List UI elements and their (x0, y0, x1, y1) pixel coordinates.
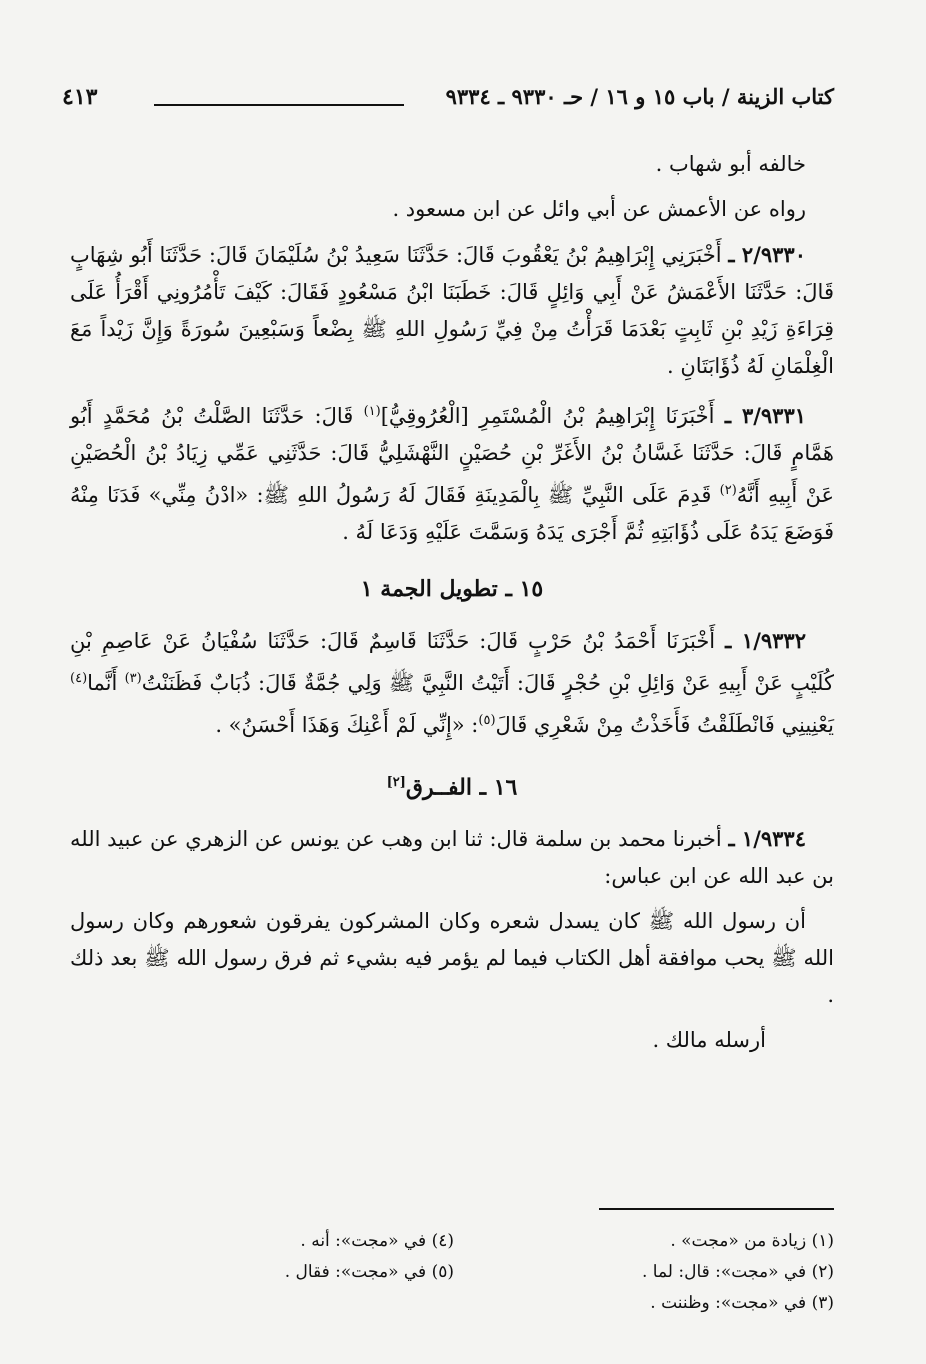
closing-note: أرسله مالك . (652, 1028, 766, 1053)
page-header (62, 84, 834, 120)
hadith-text: : «إِنِّي لَمْ أَعْنِكَ وَهَذَا أَحْسَنُ» . (215, 713, 479, 737)
hadith-text: قَدِمَ عَلَى النَّبِيِّ ﷺ بِالْمَدِينَةِ فَقَالَ لَهُ رَسُولُ اللهِ ﷺ: «ادْنُ مِنِّي» فَدَنَا مِنْهُ فَوَضَعَ يَدَهُ عَلَى ذُؤَابَتِهِ ثُمَّ أَجْرَى يَدَهُ وَسَمَّتَ عَلَيْهِ وَدَعَا لَهُ . (70, 483, 834, 544)
footnote-ref: (١) (363, 404, 381, 419)
section-title-15: ١٥ ـ تطويل الجمة ١ (360, 576, 544, 602)
footnote-ref: (٥) (478, 713, 496, 728)
section-note: [٢] (386, 775, 406, 790)
hadith-9334 (70, 820, 834, 895)
hadith-text: قَالَ: حَدَّثَنَا الصَّلْتُ بْنُ مُحَمَّدٍ أَبُو هَمَّامٍ قَالَ: حَدَّثَنَا غَسَّانُ بْنُ الأَغَرِّ بْنِ حُصَيْنٍ النَّهْشَلِيُّ قَالَ: حَدَّثَنِي عَمِّي زِيَادُ بْنُ الْحُصَيْنِ عَنْ أَبِيهِ أَنَّهُ (70, 404, 834, 507)
footnote-4: (٤) في «مجت»: أنه . (300, 1231, 454, 1251)
footnote-rule (599, 1208, 834, 1210)
section-title-text: ١٦ ـ الفــرق (405, 774, 518, 801)
page-number: ٤١٣ (62, 84, 98, 110)
hadith-text: أخبرنا محمد بن سلمة قال: ثنا ابن وهب عن يونس عن الزهري عن عبيد الله بن عبد الله عن ابن عباس: (70, 827, 834, 889)
hadith-text: أَنَّما (87, 671, 125, 695)
hadith-number: ٣/٩٣٣١ ـ (724, 403, 807, 428)
hadith-text: يَعْنِينِي فَانْطَلَقْتُ فَأَخَذْتُ مِنْ شَعْرِي قَالَ (495, 713, 834, 737)
footnote-3: (٣) في «مجت»: وظننت . (650, 1293, 834, 1313)
section-title-16 (70, 764, 834, 806)
footnote-ref: (٤) (70, 671, 88, 686)
hadith-text: أَخْبَرَنِي إِبْرَاهِيمُ بْنُ يَعْقُوبَ قَالَ: حَدَّثَنَا سَعِيدُ بْنُ سُلَيْمَانَ قَالَ: حَدَّثَنَا أَبُو شِهَابٍ قَالَ: حَدَّثَنَا الأَعْمَشُ عَنْ أَبِي وَائِلٍ قَالَ: خَطَبَنَا ابْنُ مَسْعُودٍ فَقَالَ: كَيْفَ تَأْمُرُونِي أَقْرَأُ عَلَى قِرَاءَةِ زَيْدِ بْنِ ثَابِتٍ بَعْدَمَا قَرَأْتُ مِنْ فِيِّ رَسُولِ اللهِ ﷺ بِضْعاً وَسَبْعِينَ سُورَةً وَإِنَّ زَيْداً مَعَ الْغِلْمَانِ لَهُ ذُؤَابَتَانِ . (70, 243, 834, 378)
hadith-number: ٢/٩٣٣٠ ـ (728, 242, 806, 267)
hadith-9332 (70, 622, 834, 744)
footnotes-right-column (642, 1226, 834, 1319)
intro-line-2: رواه عن الأعمش عن أبي وائل عن ابن مسعود . (392, 197, 806, 221)
footnote-ref: (٣) (124, 671, 142, 686)
hadith-9334-matn: أن رسول الله ﷺ كان يسدل شعره وكان المشركون يفرقون شعورهم وكان رسول الله ﷺ يحب موافقة أهل الكتاب فيما لم يؤمر فيه بشيء ثم فرق رسول الله ﷺ بعد ذلك . (70, 909, 834, 1008)
footnote-1: (١) زيادة من «مجت» . (670, 1231, 834, 1251)
footnote-5: (٥) في «مجت»: فقال . (284, 1262, 454, 1282)
page-body (70, 146, 834, 1067)
header-rule (154, 104, 404, 106)
hadith-9331 (70, 393, 834, 551)
hadith-number: ١/٩٣٣٤ ـ (728, 826, 806, 852)
footnote-2: (٢) في «مجت»: قال: لما . (641, 1262, 834, 1282)
running-head: كتاب الزينة / باب ١٥ و ١٦ / حـ ٩٣٣٠ ـ ٩٣٣٤ (445, 84, 834, 109)
footnote-ref: (٢) (719, 483, 737, 498)
intro-line-1: خالفه أبو شهاب . (655, 152, 806, 176)
footnotes-left-column (285, 1226, 454, 1288)
hadith-9330 (70, 236, 834, 385)
hadith-text: أَخْبَرَنَا إِبْرَاهِيمُ بْنُ الْمُسْتَمِرِ [الْعُرُوقِيُّ] (380, 404, 715, 428)
hadith-number: ١/٩٣٣٢ ـ (725, 628, 806, 653)
hadith-text: أَخْبَرَنَا أَحْمَدُ بْنُ حَرْبٍ قَالَ: حَدَّثَنَا قَاسِمٌ قَالَ: حَدَّثَنَا سُفْيَانُ عَنْ عَاصِمِ بْنِ كُلَيْبٍ عَنْ أَبِيهِ عَنْ وَائِلِ بْنِ حُجْرٍ قَالَ: أَتَيْتُ النَّبِيَّ ﷺ وَلِي جُمَّةٌ قَالَ: ذُبَابٌ فَظَنَنْتُ (70, 629, 834, 695)
